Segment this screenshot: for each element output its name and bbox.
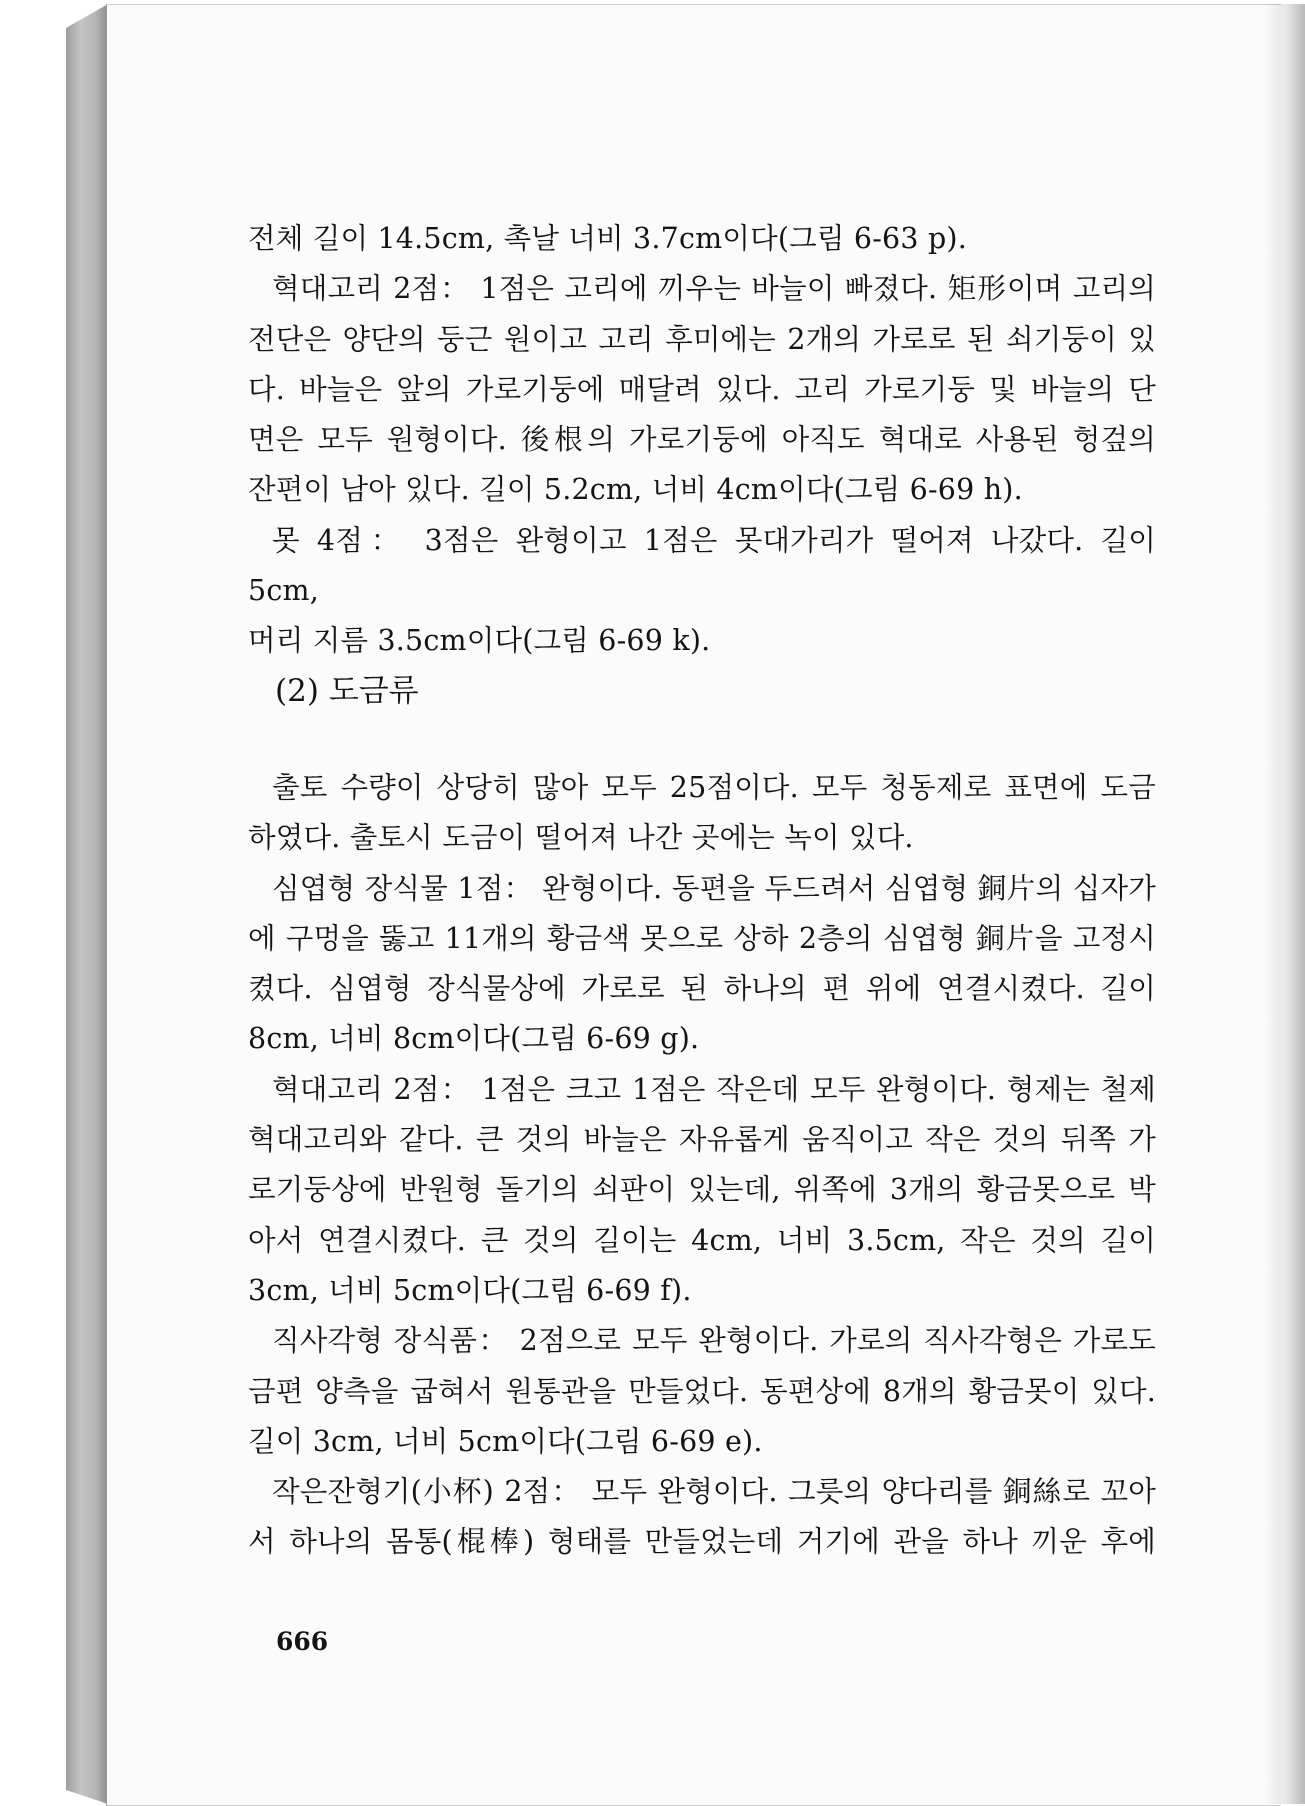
text-line: 하였다. 출토시 도금이 떨어져 나간 곳에는 녹이 있다. [248, 821, 914, 855]
text-line: 8cm, 너비 8cm이다(그림 6-69 g). [248, 1022, 700, 1056]
text-line: 심엽형 장식물 1점： 완형이다. 동편을 두드려서 심엽형 銅片의 십자가 [272, 871, 1156, 905]
page-edge-shadow [1265, 4, 1305, 1804]
text-line: 서 하나의 몸통(棍棒) 형태를 만들었는데 거기에 관을 하나 끼운 후에 [248, 1525, 1156, 1559]
text-line: 혁대고리 2점： 1점은 고리에 끼우는 바늘이 빠졌다. 矩形이며 고리의 [272, 272, 1156, 306]
text-line: 혁대고리와 같다. 큰 것의 바늘은 자유롭게 움직이고 작은 것의 뒤쪽 가 [248, 1123, 1156, 1157]
text-line: 3cm, 너비 5cm이다(그림 6-69 f). [248, 1273, 692, 1307]
section-heading: (2) 도금류 [275, 673, 419, 709]
text-line: 머리 지름 3.5cm이다(그림 6-69 k). [248, 624, 711, 658]
text-line: 로기둥상에 반원형 돌기의 쇠판이 있는데, 위쪽에 3개의 황금못으로 박 [248, 1173, 1156, 1207]
text-line: 전체 길이 14.5cm, 촉날 너비 3.7cm이다(그림 6-63 p). [248, 222, 967, 255]
text-line: 못 4점： 3점은 완형이고 1점은 못대가리가 떨어져 나갔다. 길이 5cm, [248, 523, 1156, 608]
text-line: 출토 수량이 상당히 많아 모두 25점이다. 모두 청동제로 표면에 도금 [272, 771, 1156, 804]
text-line: 직사각형 장식품： 2점으로 모두 완형이다. 가로의 직사각형은 가로도 [272, 1324, 1156, 1358]
text-line: 금편 양측을 굽혀서 원통관을 만들었다. 동편상에 8개의 황금못이 있다. [248, 1374, 1156, 1408]
text-line: 에 구멍을 뚫고 11개의 황금색 못으로 상하 2층의 심엽형 銅片을 고정시 [248, 921, 1156, 955]
text-line: 전단은 양단의 둥근 원이고 고리 후미에는 2개의 가로로 된 쇠기둥이 있 [248, 322, 1156, 356]
text-line: 길이 3cm, 너비 5cm이다(그림 6-69 e). [248, 1424, 763, 1458]
text-line: 작은잔형기(小杯) 2점： 모두 완형이다. 그릇의 양다리를 銅絲로 꼬아 [272, 1475, 1156, 1509]
book-spine [66, 4, 108, 1804]
text-line: 다. 바늘은 앞의 가로기둥에 매달려 있다. 고리 가로기둥 및 바늘의 단 [248, 372, 1156, 406]
text-line: 면은 모두 원형이다. 後根의 가로기둥에 아직도 혁대로 사용된 헝겊의 [248, 423, 1156, 457]
text-line: 잔편이 남아 있다. 길이 5.2cm, 너비 4cm이다(그림 6-69 h). [248, 473, 1023, 507]
section-iron-items [248, 214, 1156, 667]
text-line: 아서 연결시켰다. 큰 것의 길이는 4cm, 너비 3.5cm, 작은 것의 길이 [248, 1223, 1156, 1257]
text-line: 혁대고리 2점： 1점은 크고 1점은 작은데 모두 완형이다. 형제는 철제 [272, 1072, 1156, 1106]
text-line: 켰다. 심엽형 장식물상에 가로로 된 하나의 편 위에 연결시켰다. 길이 [248, 972, 1156, 1006]
section-gilt-items [248, 763, 1156, 1568]
page-number: 666 [276, 1627, 329, 1656]
